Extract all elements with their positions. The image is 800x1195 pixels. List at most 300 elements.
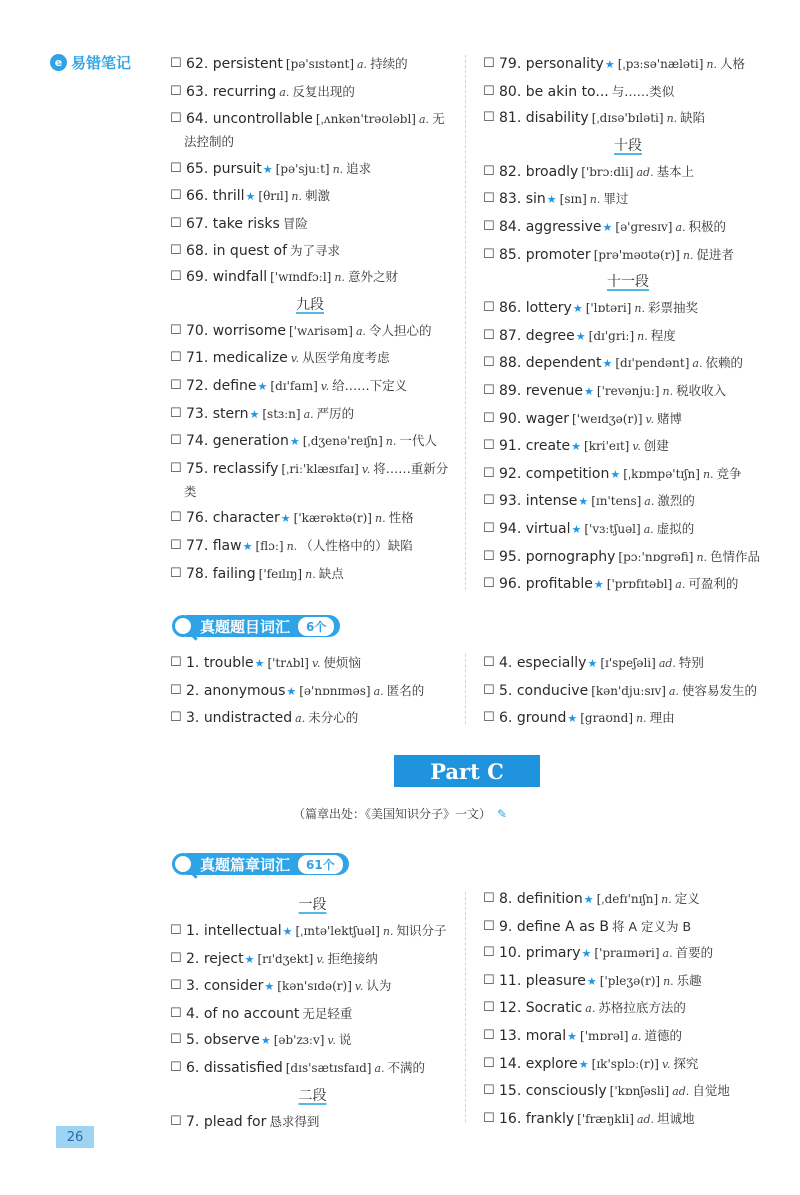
word-count-badge: 61个 xyxy=(298,855,343,874)
entry-text xyxy=(497,297,773,320)
vocab-entry xyxy=(170,266,450,289)
entry-text xyxy=(184,652,450,675)
entry-part-of-speech: n. xyxy=(334,271,345,285)
entry-word: undistracted xyxy=(203,710,293,727)
entry-number: 63. xyxy=(186,83,209,100)
checkbox-icon[interactable]: ☐ xyxy=(170,215,182,231)
entry-text xyxy=(184,347,450,370)
checkbox-icon[interactable]: ☐ xyxy=(483,520,495,536)
vocab-entry xyxy=(170,375,450,398)
vocab-entry xyxy=(483,244,773,267)
entry-text xyxy=(184,1029,455,1052)
entry-text xyxy=(184,403,450,426)
entry-part-of-speech: ad. xyxy=(636,165,654,179)
entry-part-of-speech: v. xyxy=(327,1034,336,1048)
checkbox-icon[interactable]: ☐ xyxy=(483,710,495,726)
checkbox-icon[interactable]: ☐ xyxy=(483,945,495,961)
entry-meaning: 无法控制的 xyxy=(184,111,445,150)
vocab-entry xyxy=(483,1080,773,1103)
star-icon: ★ xyxy=(282,925,293,938)
entry-meaning: 缺陷 xyxy=(680,110,706,126)
checkbox-icon[interactable]: ☐ xyxy=(483,1055,495,1071)
entry-phonetic: ['prɒfɪtəbl] xyxy=(606,577,673,592)
entry-number: 81. xyxy=(499,110,522,127)
entry-part-of-speech: a. xyxy=(675,578,686,592)
entry-number: 16. xyxy=(499,1110,522,1127)
checkbox-icon[interactable]: ☐ xyxy=(170,1113,182,1129)
star-icon: ★ xyxy=(249,407,260,421)
entry-text xyxy=(497,53,773,76)
vocab-entry xyxy=(170,535,450,558)
entry-meaning: 基本上 xyxy=(656,163,695,179)
star-icon: ★ xyxy=(567,1029,578,1043)
vocab-entry xyxy=(170,920,455,943)
entry-meaning: 缺点 xyxy=(318,565,344,581)
checkbox-icon[interactable]: ☐ xyxy=(483,355,495,371)
entry-number: 62. xyxy=(186,56,209,72)
word-list xyxy=(170,920,455,1080)
vocab-entry xyxy=(483,53,773,76)
checkbox-icon[interactable]: ☐ xyxy=(483,300,495,316)
entry-phonetic: ['kærəktə(r)] xyxy=(293,511,372,526)
entry-number: 75. xyxy=(186,460,209,477)
vocab-entry xyxy=(170,1003,455,1025)
entry-part-of-speech: a. xyxy=(692,357,703,371)
entry-meaning: 坦诚地 xyxy=(657,1110,695,1126)
entry-number: 77. xyxy=(186,537,209,554)
vocab-entry xyxy=(170,563,450,586)
entry-text xyxy=(497,680,773,703)
entry-part-of-speech: n. xyxy=(637,329,648,343)
entry-word: frankly xyxy=(525,1110,575,1127)
entry-phonetic: ['pleʒə(r)] xyxy=(599,973,661,988)
entry-phonetic: [pɔː'nɒgrəfi] xyxy=(618,549,694,564)
source-note xyxy=(0,805,800,822)
checkbox-icon[interactable]: ☐ xyxy=(483,382,495,398)
checkbox-icon[interactable]: ☐ xyxy=(170,111,182,127)
brand-icon: e xyxy=(50,54,67,71)
checkbox-icon[interactable]: ☐ xyxy=(483,1027,495,1043)
entry-word: reject xyxy=(203,950,244,967)
checkbox-icon[interactable]: ☐ xyxy=(483,191,495,207)
entry-number: 6. xyxy=(499,710,513,727)
vocab-entry xyxy=(483,297,773,320)
entry-number: 10. xyxy=(499,945,522,962)
checkbox-icon[interactable]: ☐ xyxy=(170,682,182,698)
entry-meaning: 竞争 xyxy=(716,465,742,481)
entry-text xyxy=(497,970,773,993)
checkbox-icon[interactable]: ☐ xyxy=(170,433,182,449)
checkbox-icon[interactable]: ☐ xyxy=(483,972,495,988)
entry-meaning: 探究 xyxy=(673,1055,699,1071)
star-icon: ★ xyxy=(242,539,253,553)
vocab-entry xyxy=(483,1053,773,1076)
checkbox-icon[interactable]: ☐ xyxy=(483,891,495,906)
entry-text xyxy=(184,185,450,208)
star-icon: ★ xyxy=(257,379,268,393)
checkbox-icon[interactable]: ☐ xyxy=(170,978,182,994)
checkbox-icon[interactable]: ☐ xyxy=(170,83,182,99)
magnifier-icon xyxy=(172,853,194,875)
entry-text xyxy=(184,1057,455,1080)
entry-phonetic: [ˌkɒmpə'tɪʃn] xyxy=(623,466,700,481)
entry-number: 4. xyxy=(186,1005,200,1022)
entry-number: 65. xyxy=(186,160,209,177)
entry-word: trouble xyxy=(203,655,254,671)
entry-phonetic: [ə'gresɪv] xyxy=(615,219,673,234)
checkbox-icon[interactable]: ☐ xyxy=(170,1059,182,1075)
star-icon: ★ xyxy=(264,980,275,994)
entry-number: 71. xyxy=(186,350,209,367)
entry-part-of-speech: ad. xyxy=(672,1085,690,1099)
header-title: 真题篇章词汇 xyxy=(200,855,291,874)
checkbox-icon[interactable]: ☐ xyxy=(483,682,495,698)
vocab-entry xyxy=(170,1111,455,1133)
checkbox-icon[interactable]: ☐ xyxy=(483,1083,495,1099)
entry-phonetic: ['kɒnʃəsli] xyxy=(609,1084,670,1099)
checkbox-icon[interactable]: ☐ xyxy=(170,377,182,393)
entry-number: 72. xyxy=(186,377,209,394)
column-divider xyxy=(465,55,466,590)
checkbox-icon[interactable]: ☐ xyxy=(483,576,495,592)
entry-number: 84. xyxy=(499,218,522,235)
entry-text xyxy=(184,975,455,998)
checkbox-icon[interactable]: ☐ xyxy=(170,160,182,176)
question-vocab-header xyxy=(172,614,340,638)
entry-phonetic: [θrɪl] xyxy=(258,189,289,204)
entry-text xyxy=(184,240,450,262)
checkbox-icon[interactable]: ☐ xyxy=(483,655,495,670)
checkbox-icon[interactable]: ☐ xyxy=(483,56,495,71)
entry-word: flaw xyxy=(212,537,242,554)
entry-number: 67. xyxy=(186,215,209,232)
vocab-entry xyxy=(170,652,450,675)
source-text: （篇章出处：《美国知识分子》一文） xyxy=(292,807,491,821)
entry-number: 12. xyxy=(499,1000,522,1017)
entry-word: pleasure xyxy=(525,972,586,989)
entry-part-of-speech: n. xyxy=(385,435,397,449)
entry-number: 92. xyxy=(499,465,522,482)
entry-meaning: 拒绝接纳 xyxy=(327,950,378,966)
entry-number: 70. xyxy=(186,322,209,339)
entry-meaning: 罪过 xyxy=(603,191,629,207)
entry-text xyxy=(497,707,773,730)
entry-meaning: 创建 xyxy=(643,438,669,454)
checkbox-icon[interactable]: ☐ xyxy=(483,246,495,262)
entry-part-of-speech: n. xyxy=(682,248,694,262)
entry-meaning: 特别 xyxy=(678,655,704,670)
entry-word: take risks xyxy=(212,215,280,232)
vocab-entry xyxy=(483,888,773,911)
vocab-entry xyxy=(170,403,450,426)
entry-meaning: 色情作品 xyxy=(710,548,761,564)
checkbox-icon[interactable]: ☐ xyxy=(170,188,182,204)
entry-word: windfall xyxy=(212,269,268,286)
entry-text xyxy=(184,375,450,398)
entry-phonetic: [ɪk'splɔː(r)] xyxy=(591,1056,659,1071)
entry-word: primary xyxy=(525,945,581,962)
entry-text xyxy=(497,188,773,211)
vocab-entry xyxy=(170,680,450,703)
star-icon: ★ xyxy=(244,952,255,966)
vocab-entry xyxy=(483,942,773,965)
vocab-entry xyxy=(483,573,773,596)
vocab-entry xyxy=(170,458,450,503)
star-icon: ★ xyxy=(546,193,557,207)
checkbox-icon[interactable]: ☐ xyxy=(170,269,182,285)
entry-meaning: 认为 xyxy=(366,978,392,994)
entry-meaning: 冒险 xyxy=(282,215,308,231)
entry-meaning: 一代人 xyxy=(399,433,437,449)
checkbox-icon[interactable]: ☐ xyxy=(483,110,495,126)
entry-part-of-speech: a. xyxy=(279,85,290,99)
vocab-entry xyxy=(170,213,450,235)
checkbox-icon[interactable]: ☐ xyxy=(170,460,182,476)
entry-word: aggressive xyxy=(525,218,602,235)
star-icon: ★ xyxy=(578,495,589,509)
entry-part-of-speech: a. xyxy=(374,1061,385,1075)
entry-word: promoter xyxy=(525,246,591,263)
star-icon: ★ xyxy=(583,893,594,906)
entry-meaning: 说 xyxy=(338,1032,352,1048)
entry-part-of-speech: n. xyxy=(332,162,344,176)
entry-meaning: 将 A 定义为 B xyxy=(612,918,692,934)
word-list xyxy=(483,652,773,730)
entry-phonetic: ['praɪməri] xyxy=(594,946,660,961)
entry-meaning: 道德的 xyxy=(644,1027,683,1043)
entry-text xyxy=(497,546,773,569)
entry-word: recurring xyxy=(212,83,277,100)
entry-number: 13. xyxy=(499,1027,522,1044)
entry-number: 1. xyxy=(186,655,200,671)
entry-phonetic: [ɪn'tens] xyxy=(591,494,642,509)
word-list xyxy=(170,320,450,586)
vocab-entry xyxy=(483,1025,773,1048)
vocab-entry xyxy=(483,970,773,993)
star-icon: ★ xyxy=(289,435,300,449)
checkbox-icon[interactable]: ☐ xyxy=(170,1005,182,1021)
entry-part-of-speech: v. xyxy=(311,657,321,670)
checkbox-icon[interactable]: ☐ xyxy=(483,1110,495,1126)
star-icon: ★ xyxy=(610,467,621,481)
entry-number: 69. xyxy=(186,269,209,286)
star-icon: ★ xyxy=(571,440,582,454)
vocab-entry xyxy=(483,916,773,938)
checkbox-icon[interactable]: ☐ xyxy=(483,918,495,934)
entry-meaning: 程度 xyxy=(650,327,676,343)
entry-word: pornography xyxy=(525,548,616,565)
checkbox-icon[interactable]: ☐ xyxy=(170,242,182,258)
entry-part-of-speech: n. xyxy=(661,893,672,906)
entry-word: broadly xyxy=(525,163,579,180)
entry-number: 11. xyxy=(499,972,522,989)
checkbox-icon[interactable]: ☐ xyxy=(483,410,495,426)
vocab-entry xyxy=(483,707,773,730)
entry-word: intense xyxy=(525,493,578,510)
vocab-entry xyxy=(170,185,450,208)
star-icon: ★ xyxy=(571,522,582,536)
entry-meaning: 知识分子 xyxy=(396,923,447,938)
word-count-badge: 6个 xyxy=(298,617,334,636)
entry-phonetic: ['brɔːdli] xyxy=(581,164,634,179)
entry-phonetic: ['fræŋkli] xyxy=(577,1111,634,1126)
checkbox-icon[interactable]: ☐ xyxy=(170,923,182,938)
entry-part-of-speech: v. xyxy=(354,980,364,994)
entry-phonetic: [dɪ'faɪn] xyxy=(270,378,318,393)
entry-phonetic: [prə'məʊtə(r)] xyxy=(593,247,680,262)
star-icon: ★ xyxy=(602,220,613,234)
star-icon: ★ xyxy=(593,578,604,592)
entry-word: revenue xyxy=(525,382,584,399)
vocab-entry xyxy=(483,107,773,130)
entry-number: 74. xyxy=(186,433,209,450)
checkbox-icon[interactable]: ☐ xyxy=(170,537,182,553)
entry-text xyxy=(497,888,773,911)
entry-word: uncontrollable xyxy=(212,111,313,128)
entry-word: personality xyxy=(525,56,604,72)
checkbox-icon[interactable]: ☐ xyxy=(170,405,182,421)
entry-word: pursuit xyxy=(212,160,262,177)
entry-meaning: 无足轻重 xyxy=(302,1005,353,1021)
entry-text xyxy=(497,916,773,938)
star-icon: ★ xyxy=(602,357,613,371)
entry-part-of-speech: n. xyxy=(634,302,645,316)
entry-phonetic: ['trʌbl] xyxy=(267,656,309,670)
paragraph-heading: 十段 xyxy=(614,137,642,154)
entry-word: disability xyxy=(525,110,589,127)
entry-phonetic: [graʊnd] xyxy=(580,711,634,726)
checkbox-icon[interactable]: ☐ xyxy=(170,56,182,71)
checkbox-icon[interactable]: ☐ xyxy=(170,350,182,366)
paragraph-heading: 一段 xyxy=(298,897,327,913)
entry-phonetic: [kən'sɪdə(r)] xyxy=(277,979,352,994)
entry-word: reclassify xyxy=(212,460,279,477)
checkbox-icon[interactable]: ☐ xyxy=(170,710,182,726)
entry-text xyxy=(497,352,773,375)
entry-number: 90. xyxy=(499,410,522,427)
entry-number: 15. xyxy=(499,1083,522,1100)
entry-number: 91. xyxy=(499,438,522,455)
checkbox-icon[interactable]: ☐ xyxy=(483,327,495,343)
vocab-entry xyxy=(483,81,773,103)
entry-text xyxy=(184,320,450,343)
entry-number: 9. xyxy=(499,918,513,935)
entry-part-of-speech: a. xyxy=(668,684,679,698)
entry-number: 64. xyxy=(186,111,209,128)
entry-text xyxy=(184,108,450,153)
entry-meaning: 激烈的 xyxy=(657,493,695,509)
entry-word: define A as B xyxy=(516,918,610,935)
entry-number: 86. xyxy=(499,300,522,317)
checkbox-icon[interactable]: ☐ xyxy=(170,655,182,670)
entry-meaning: 苏格拉底方法的 xyxy=(598,1000,686,1016)
entry-number: 4. xyxy=(499,655,513,671)
checkbox-icon[interactable]: ☐ xyxy=(483,465,495,481)
entry-meaning: 与……类似 xyxy=(611,83,675,99)
entry-text xyxy=(184,458,450,503)
entry-number: 6. xyxy=(186,1059,200,1076)
entry-text xyxy=(184,535,450,558)
entry-text xyxy=(184,53,450,76)
entry-part-of-speech: a. xyxy=(631,1029,642,1043)
checkbox-icon[interactable]: ☐ xyxy=(170,565,182,581)
checkbox-icon[interactable]: ☐ xyxy=(170,950,182,966)
column-divider xyxy=(465,654,466,724)
entry-number: 87. xyxy=(499,327,522,344)
entry-text xyxy=(497,942,773,965)
entry-part-of-speech: n. xyxy=(666,112,678,126)
entry-text xyxy=(184,563,450,586)
section1-left-column xyxy=(170,53,450,590)
entry-word: especially xyxy=(516,655,587,671)
checkbox-icon[interactable]: ☐ xyxy=(170,510,182,526)
entry-part-of-speech: n. xyxy=(382,925,394,938)
entry-meaning: 理由 xyxy=(649,710,675,726)
star-icon: ★ xyxy=(578,1057,589,1071)
entry-number: 82. xyxy=(499,163,522,180)
entry-number: 14. xyxy=(499,1055,522,1072)
vocab-entry xyxy=(483,997,773,1020)
checkbox-icon[interactable]: ☐ xyxy=(170,1032,182,1048)
entry-number: 66. xyxy=(186,188,209,205)
magnifier-icon xyxy=(172,615,194,637)
entry-word: moral xyxy=(525,1027,567,1044)
entry-word: be akin to... xyxy=(525,83,609,100)
star-icon: ★ xyxy=(280,512,291,526)
entry-text xyxy=(184,920,455,943)
entry-text xyxy=(497,107,773,130)
checkbox-icon[interactable]: ☐ xyxy=(483,1000,495,1016)
entry-word: ground xyxy=(516,710,567,727)
entry-word: thrill xyxy=(212,188,245,205)
checkbox-icon[interactable]: ☐ xyxy=(483,548,495,564)
entry-meaning: 追求 xyxy=(346,160,372,176)
star-icon: ★ xyxy=(245,190,256,204)
entry-text xyxy=(497,652,773,675)
entry-text xyxy=(184,680,450,703)
entry-text xyxy=(497,161,773,184)
entry-number: 78. xyxy=(186,565,209,582)
entry-meaning: 使容易发生的 xyxy=(681,682,757,698)
entry-word: intellectual xyxy=(203,923,282,939)
entry-part-of-speech: v. xyxy=(320,379,330,393)
checkbox-icon[interactable]: ☐ xyxy=(483,163,495,179)
checkbox-icon[interactable]: ☐ xyxy=(170,322,182,338)
entry-meaning: 从医学角度考虑 xyxy=(302,350,390,366)
entry-meaning: 彩票抽奖 xyxy=(647,300,698,316)
checkbox-icon[interactable]: ☐ xyxy=(483,218,495,234)
vocab-entry xyxy=(170,507,450,530)
checkbox-icon[interactable]: ☐ xyxy=(483,438,495,454)
entry-number: 79. xyxy=(499,56,522,72)
entry-word: definition xyxy=(516,891,583,907)
checkbox-icon[interactable]: ☐ xyxy=(483,83,495,99)
entry-number: 2. xyxy=(186,682,200,699)
word-list xyxy=(483,161,773,267)
entry-text xyxy=(497,435,773,458)
entry-number: 89. xyxy=(499,382,522,399)
entry-phonetic: [pə'sɪstənt] xyxy=(285,57,354,71)
entry-meaning: 持续的 xyxy=(370,56,408,71)
entry-phonetic: [ˌɪntə'lektʃuəl] xyxy=(295,924,380,938)
vocab-entry xyxy=(170,975,455,998)
entry-text xyxy=(497,1025,773,1048)
entry-meaning: 反复出现的 xyxy=(292,83,355,99)
entry-text xyxy=(497,81,773,103)
checkbox-icon[interactable]: ☐ xyxy=(483,493,495,509)
entry-meaning: 为了寻求 xyxy=(290,242,341,258)
entry-part-of-speech: v. xyxy=(645,412,654,426)
